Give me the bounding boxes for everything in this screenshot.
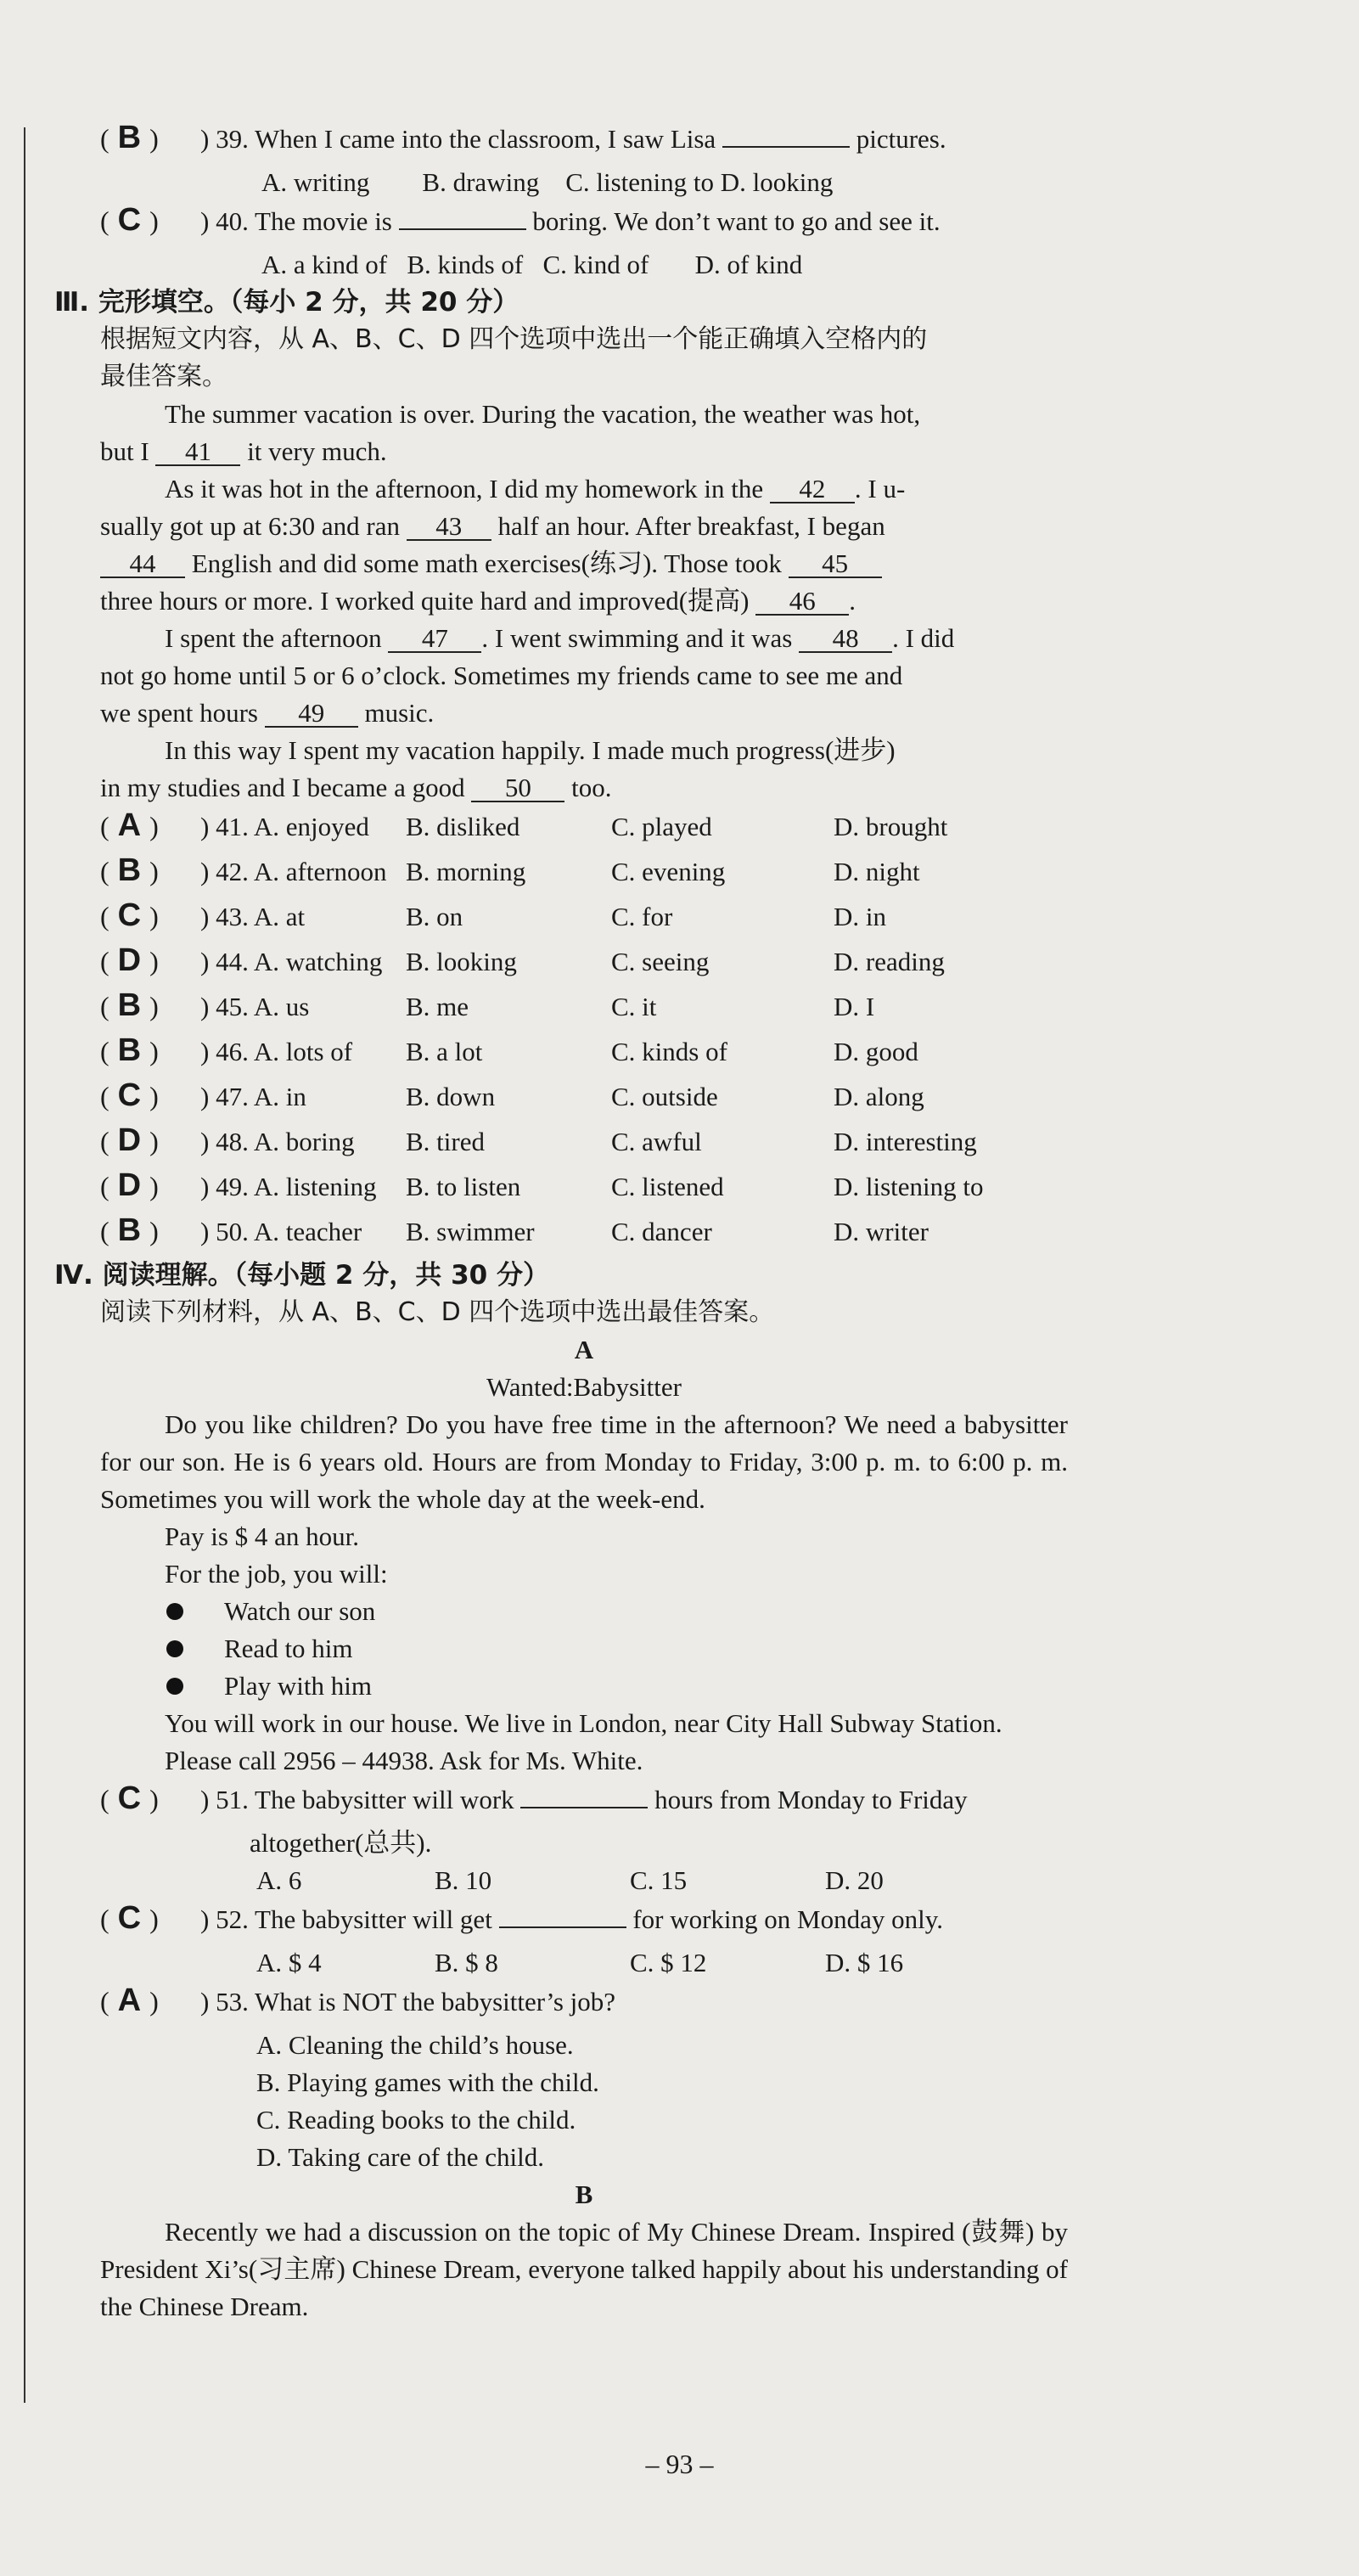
- answer-mark: B: [117, 1032, 142, 1068]
- content: [54, 119, 1068, 2326]
- question-39: [100, 119, 1068, 164]
- passage-line: [100, 582, 1068, 620]
- passage-line: [100, 620, 1068, 657]
- passage-line: [100, 545, 1068, 582]
- option-d: D. along: [834, 1082, 924, 1111]
- option-a: ) 46. A. lots of: [200, 1037, 353, 1066]
- answer-blank: [520, 1807, 648, 1808]
- option-b: B. on: [406, 902, 463, 931]
- passage-text: sually got up at 6:30 and ran: [100, 511, 407, 541]
- cloze-question: [100, 942, 1068, 987]
- answer-paren: ( C ): [100, 1077, 159, 1113]
- answer-mark: B: [117, 987, 142, 1023]
- answer-paren: ( B ): [100, 987, 159, 1023]
- passage-text: . I did: [892, 623, 955, 653]
- option-a: ) 48. A. boring: [200, 1127, 355, 1156]
- option: D. 20: [825, 1865, 884, 1895]
- cloze-blank: 43: [407, 514, 491, 541]
- question-stem: ) 52. The babysitter will get: [200, 1904, 499, 1934]
- answer-mark: C: [117, 897, 142, 933]
- answer-paren: ( C ): [100, 1900, 159, 1936]
- answer-mark: D: [117, 1167, 142, 1203]
- option: C. Reading books to the child.: [256, 2105, 576, 2134]
- answer-mark: B: [117, 852, 142, 888]
- answer-paren: ( C ): [100, 897, 159, 933]
- passage-paragraph: Do you like children? Do you have free time in the afternoon? We need a babysitter for our son. He is 6 years old. Hours are from Monday to Friday, 3:00 p. m. to 6:00 p. m. Sometimes you will work the whole day at the week-end.: [100, 1409, 1068, 1514]
- option-a: ) 41. A. enjoyed: [200, 812, 369, 841]
- bullet-item: [166, 1668, 1068, 1705]
- cloze-question: [100, 807, 1068, 852]
- cloze-question: [100, 1167, 1068, 1212]
- passage-text: As it was hot in the afternoon, I did my homework in the: [165, 474, 770, 503]
- question-51: [100, 1780, 1068, 1825]
- cloze-blank: 44: [100, 551, 185, 578]
- passage-paragraph: You will work in our house. We live in London, near City Hall Subway Station.: [165, 1708, 1002, 1738]
- question-53: [100, 1982, 1068, 2027]
- passage-line: [100, 769, 1068, 807]
- answer-paren: ( D ): [100, 1122, 159, 1158]
- question-52-options: [256, 1944, 1068, 1982]
- cloze-question: [100, 1212, 1068, 1257]
- cloze-blank: 47: [388, 626, 481, 653]
- option: A. 6: [256, 1865, 302, 1895]
- bullet-dot-icon: [166, 1603, 183, 1620]
- option-d: D. in: [834, 902, 886, 931]
- passage-text: in my studies and I became a good: [100, 773, 472, 802]
- passage-text: half an hour. After breakfast, I began: [491, 511, 885, 541]
- passage-line: The summer vacation is over. During the vacation, the weather was hot,: [165, 399, 921, 429]
- cloze-question: [100, 897, 1068, 942]
- passage-line: In this way I spent my vacation happily. I made much progress(进步): [165, 735, 896, 765]
- option-a: ) 45. A. us: [200, 992, 310, 1021]
- question-stem-cont: altogether(总共).: [250, 1828, 432, 1858]
- passage-line: For the job, you will:: [165, 1559, 388, 1589]
- section-instruction: 阅读下列材料，从 A、B、C、D 四个选项中选出最佳答案。: [100, 1297, 775, 1327]
- passage-text: . I went swimming and it was: [481, 623, 800, 653]
- section-instruction: 根据短文内容，从 A、B、C、D 四个选项中选出一个能正确填入空格内的: [100, 324, 928, 354]
- cloze-blank: 46: [755, 588, 849, 616]
- option: A. $ 4: [256, 1948, 322, 1977]
- passage-line: [100, 508, 1068, 545]
- option-d: D. listening to: [834, 1172, 984, 1201]
- option-b: B. a lot: [406, 1037, 483, 1066]
- option-a: ) 47. A. in: [200, 1082, 306, 1111]
- option-c: C. awful: [611, 1127, 702, 1156]
- answer-mark: B: [117, 1212, 142, 1248]
- cloze-blank: 45: [789, 551, 882, 578]
- margin-line: [24, 127, 25, 2403]
- passage-text: three hours or more. I worked quite hard and improved(提高): [100, 586, 756, 616]
- question-stem: hours from Monday to Friday: [648, 1785, 968, 1814]
- passage-label: A: [574, 1335, 594, 1364]
- option-c: C. seeing: [611, 947, 710, 976]
- question-stem: for working on Monday only.: [626, 1904, 943, 1934]
- option-c: C. played: [611, 812, 712, 841]
- option-b: B. disliked: [406, 812, 520, 841]
- question-stem: boring. We don’t want to go and see it.: [525, 206, 941, 236]
- passage-line: not go home until 5 or 6 o’clock. Sometimes my friends came to see me and: [100, 661, 903, 690]
- passage-paragraph: Recently we had a discussion on the topic of My Chinese Dream. Inspired (鼓舞) by President Xi’s(习主席) Chinese Dream, everyone talked happily about his understanding of the Chinese Dream.: [100, 2217, 1068, 2321]
- bullet-dot-icon: [166, 1640, 183, 1657]
- passage-line: [100, 433, 1068, 470]
- answer-mark: C: [117, 1780, 142, 1816]
- option: B. Playing games with the child.: [256, 2067, 599, 2097]
- question-stem: ) 39. When I came into the classroom, I saw Lisa: [200, 124, 722, 154]
- answer-mark: C: [117, 1900, 142, 1936]
- passage-line: Pay is $ 4 an hour.: [165, 1521, 360, 1551]
- passage-title: Wanted:Babysitter: [486, 1372, 682, 1402]
- bullet-text: Read to him: [224, 1634, 353, 1663]
- option: A. Cleaning the child’s house.: [256, 2030, 574, 2060]
- cloze-blank: 42: [770, 476, 855, 503]
- answer-mark: C: [117, 1077, 142, 1113]
- passage-text: too.: [564, 773, 612, 802]
- bullet-text: Play with him: [224, 1671, 372, 1701]
- passage-text: but I: [100, 436, 156, 466]
- cloze-blank: 41: [155, 439, 240, 466]
- answer-mark: B: [117, 120, 142, 155]
- section-heading: Ⅳ. 阅读理解。（每小题 2 分，共 30 分）: [54, 1260, 550, 1291]
- passage-text: .: [849, 586, 856, 616]
- answer-mark: C: [117, 202, 142, 238]
- option-b: B. down: [406, 1082, 496, 1111]
- question-stem: ) 51. The babysitter will work: [200, 1785, 521, 1814]
- answer-blank: [399, 228, 526, 230]
- option-c: C. for: [611, 902, 673, 931]
- answer-mark: A: [117, 1983, 142, 2018]
- answer-paren: ( C ): [100, 1780, 159, 1816]
- passage-text: we spent hours: [100, 698, 265, 728]
- option-b: B. to listen: [406, 1172, 521, 1201]
- cloze-blank: 50: [471, 775, 564, 802]
- question-39-options: A. writing B. drawing C. listening to D. looking: [261, 167, 834, 197]
- option: B. 10: [435, 1865, 492, 1895]
- passage-text: . I u-: [854, 474, 906, 503]
- cloze-question: [100, 1122, 1068, 1167]
- passage-line: [100, 470, 1068, 508]
- option: D. Taking care of the child.: [256, 2142, 545, 2172]
- passage-line: [100, 695, 1068, 732]
- option-a: ) 43. A. at: [200, 902, 306, 931]
- question-stem: pictures.: [849, 124, 946, 154]
- option: C. $ 12: [630, 1948, 707, 1977]
- option-b: B. swimmer: [406, 1217, 535, 1246]
- answer-paren: ( B ): [100, 1212, 159, 1248]
- answer-mark: A: [117, 807, 142, 843]
- option-a: ) 49. A. listening: [200, 1172, 377, 1201]
- option-b: B. morning: [406, 857, 526, 886]
- question-40: [100, 201, 1068, 246]
- option-c: C. evening: [611, 857, 726, 886]
- answer-paren: ( A ): [100, 1983, 159, 2018]
- cloze-question: [100, 987, 1068, 1032]
- answer-paren: ( B ): [100, 120, 159, 155]
- bullet-text: Watch our son: [224, 1596, 376, 1626]
- answer-paren: ( B ): [100, 1032, 159, 1068]
- question-40-options: A. a kind of B. kinds of C. kind of D. of kind: [261, 250, 803, 279]
- cloze-question: [100, 852, 1068, 897]
- question-51-options: [256, 1862, 1068, 1899]
- option-c: C. kinds of: [611, 1037, 727, 1066]
- page-number: – 93 –: [645, 2449, 714, 2479]
- passage-label: B: [575, 2179, 593, 2209]
- option-a: ) 44. A. watching: [200, 947, 383, 976]
- question-52: [100, 1899, 1068, 1944]
- bullet-item: [166, 1593, 1068, 1630]
- option-d: D. interesting: [834, 1127, 977, 1156]
- option-d: D. reading: [834, 947, 945, 976]
- question-stem: ) 40. The movie is: [200, 206, 399, 236]
- answer-paren: ( B ): [100, 852, 159, 888]
- passage-text: music.: [357, 698, 435, 728]
- bullet-item: [166, 1630, 1068, 1668]
- option-c: C. dancer: [611, 1217, 712, 1246]
- section-instruction: 最佳答案。: [100, 362, 227, 391]
- option-a: ) 42. A. afternoon: [200, 857, 387, 886]
- option-c: C. outside: [611, 1082, 718, 1111]
- cloze-question: [100, 1077, 1068, 1122]
- option-d: D. night: [834, 857, 920, 886]
- option-d: D. brought: [834, 812, 948, 841]
- cloze-blank: 49: [265, 700, 358, 728]
- section-heading: Ⅲ. 完形填空。（每小 2 分，共 20 分）: [54, 287, 519, 318]
- passage-line: Please call 2956 – 44938. Ask for Ms. White.: [165, 1746, 643, 1775]
- option-d: D. good: [834, 1037, 918, 1066]
- answer-blank: [499, 1926, 626, 1928]
- answer-paren: ( D ): [100, 1167, 159, 1203]
- cloze-question: [100, 1032, 1068, 1077]
- option: C. 15: [630, 1865, 688, 1895]
- passage-text: it very much.: [240, 436, 387, 466]
- answer-mark: D: [117, 942, 142, 978]
- passage-text: English and did some math exercises(练习). Those took: [185, 548, 789, 578]
- option-b: B. looking: [406, 947, 517, 976]
- option-b: B. me: [406, 992, 469, 1021]
- cloze-question-list: [100, 807, 1068, 1257]
- option: D. $ 16: [825, 1948, 904, 1977]
- answer-paren: ( D ): [100, 942, 159, 978]
- option-d: D. I: [834, 992, 875, 1021]
- option-b: B. tired: [406, 1127, 485, 1156]
- answer-paren: ( C ): [100, 202, 159, 238]
- bullet-dot-icon: [166, 1678, 183, 1695]
- answer-paren: ( A ): [100, 807, 159, 843]
- question-stem: ) 53. What is NOT the babysitter’s job?: [200, 1987, 616, 2016]
- cloze-blank: 48: [799, 626, 892, 653]
- option-c: C. it: [611, 992, 657, 1021]
- option-d: D. writer: [834, 1217, 929, 1246]
- answer-mark: D: [117, 1122, 142, 1158]
- option-c: C. listened: [611, 1172, 724, 1201]
- answer-blank: [722, 146, 850, 148]
- passage-text: I spent the afternoon: [165, 623, 389, 653]
- option-a: ) 50. A. teacher: [200, 1217, 362, 1246]
- option: B. $ 8: [435, 1948, 498, 1977]
